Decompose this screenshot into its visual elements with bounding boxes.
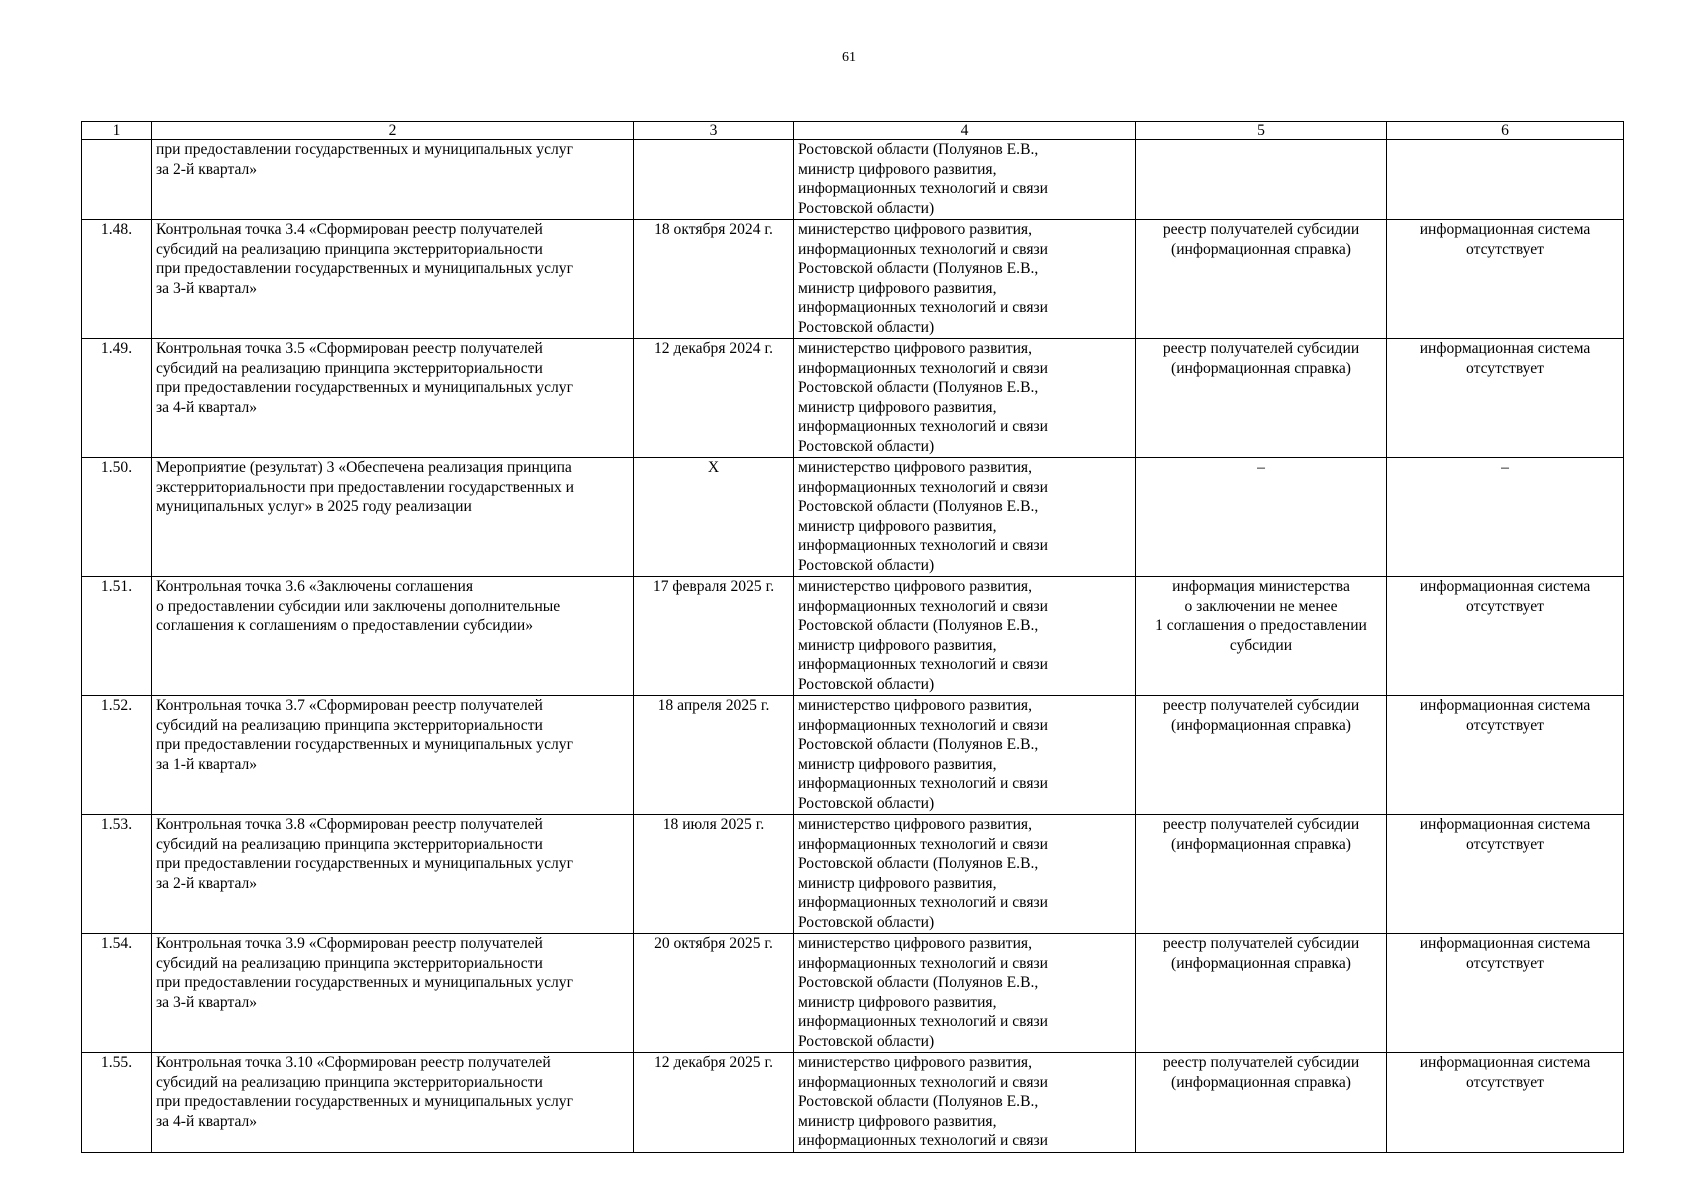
- row-date: 12 декабря 2025 г.: [634, 1053, 794, 1153]
- row-system: информационная система отсутствует: [1387, 696, 1624, 815]
- row-date: 18 октября 2024 г.: [634, 220, 794, 339]
- row-name: Контрольная точка 3.5 «Сформирован реестр получателей субсидий на реализацию принципа экстерриториальности при предоставлении государственных и муниципальных услуг за 4-й квартал»: [152, 339, 634, 458]
- row-name: Контрольная точка 3.10 «Сформирован реестр получателей субсидий на реализацию принципа экстерриториальности при предоставлении государственных и муниципальных услуг за 4-й квартал»: [152, 1053, 634, 1153]
- table-row: [82, 458, 1624, 577]
- row-responsible: министерство цифрового развития, информационных технологий и связи Ростовской области (Полуянов Е.В., министр цифрового развития, информационных технологий и связи: [794, 1053, 1136, 1153]
- row-system: [1387, 140, 1624, 220]
- table-row: [82, 339, 1624, 458]
- row-date: 18 апреля 2025 г.: [634, 696, 794, 815]
- column-header-1: 1: [82, 122, 152, 140]
- row-document: реестр получателей субсидии (информационная справка): [1136, 815, 1387, 934]
- row-name: Контрольная точка 3.8 «Сформирован реестр получателей субсидий на реализацию принципа экстерриториальности при предоставлении государственных и муниципальных услуг за 2-й квартал»: [152, 815, 634, 934]
- row-system: информационная система отсутствует: [1387, 577, 1624, 696]
- control-points-table: [81, 121, 1624, 1153]
- row-responsible: министерство цифрового развития, информационных технологий и связи Ростовской области (Полуянов Е.В., министр цифрового развития, информационных технологий и связи Ростовской области): [794, 577, 1136, 696]
- row-name: при предоставлении государственных и муниципальных услуг за 2-й квартал»: [152, 140, 634, 220]
- row-number: 1.49.: [82, 339, 152, 458]
- column-header-6: 6: [1387, 122, 1624, 140]
- row-date: 20 октября 2025 г.: [634, 934, 794, 1053]
- row-name: Контрольная точка 3.7 «Сформирован реестр получателей субсидий на реализацию принципа экстерриториальности при предоставлении государственных и муниципальных услуг за 1-й квартал»: [152, 696, 634, 815]
- row-number: 1.51.: [82, 577, 152, 696]
- row-responsible: министерство цифрового развития, информационных технологий и связи Ростовской области (Полуянов Е.В., министр цифрового развития, информационных технологий и связи Ростовской области): [794, 934, 1136, 1053]
- row-number: 1.55.: [82, 1053, 152, 1153]
- row-number: 1.53.: [82, 815, 152, 934]
- row-name: Контрольная точка 3.6 «Заключены соглашения о предоставлении субсидии или заключены дополнительные соглашения к соглашениям о предоставлении субсидии»: [152, 577, 634, 696]
- row-system: информационная система отсутствует: [1387, 815, 1624, 934]
- row-number: [82, 140, 152, 220]
- table-row: [82, 934, 1624, 1053]
- row-system: информационная система отсутствует: [1387, 220, 1624, 339]
- row-system: информационная система отсутствует: [1387, 339, 1624, 458]
- row-name: Контрольная точка 3.9 «Сформирован реестр получателей субсидий на реализацию принципа экстерриториальности при предоставлении государственных и муниципальных услуг за 3-й квартал»: [152, 934, 634, 1053]
- table-row: [82, 220, 1624, 339]
- table-row: [82, 577, 1624, 696]
- row-responsible: Ростовской области (Полуянов Е.В., министр цифрового развития, информационных технологий и связи Ростовской области): [794, 140, 1136, 220]
- row-document: [1136, 140, 1387, 220]
- row-date: 12 декабря 2024 г.: [634, 339, 794, 458]
- table-header: [82, 122, 1624, 140]
- row-responsible: министерство цифрового развития, информационных технологий и связи Ростовской области (Полуянов Е.В., министр цифрового развития, информационных технологий и связи Ростовской области): [794, 339, 1136, 458]
- row-document: реестр получателей субсидии (информационная справка): [1136, 1053, 1387, 1153]
- row-document: реестр получателей субсидии (информационная справка): [1136, 934, 1387, 1053]
- column-header-4: 4: [794, 122, 1136, 140]
- row-date: Х: [634, 458, 794, 577]
- row-document: реестр получателей субсидии (информационная справка): [1136, 339, 1387, 458]
- row-name: Мероприятие (результат) 3 «Обеспечена реализация принципа экстерриториальности при предоставлении государственных и муниципальных услуг» в 2025 году реализации: [152, 458, 634, 577]
- row-number: 1.48.: [82, 220, 152, 339]
- column-header-2: 2: [152, 122, 634, 140]
- row-date: 17 февраля 2025 г.: [634, 577, 794, 696]
- row-date: [634, 140, 794, 220]
- row-responsible: министерство цифрового развития, информационных технологий и связи Ростовской области (Полуянов Е.В., министр цифрового развития, информационных технологий и связи Ростовской области): [794, 458, 1136, 577]
- row-document: реестр получателей субсидии (информационная справка): [1136, 696, 1387, 815]
- row-name: Контрольная точка 3.4 «Сформирован реестр получателей субсидий на реализацию принципа экстерриториальности при предоставлении государственных и муниципальных услуг за 3-й квартал»: [152, 220, 634, 339]
- row-document: информация министерства о заключении не менее 1 соглашения о предоставлении субсидии: [1136, 577, 1387, 696]
- row-number: 1.52.: [82, 696, 152, 815]
- header-row: [82, 122, 1624, 140]
- row-document: –: [1136, 458, 1387, 577]
- column-header-3: 3: [634, 122, 794, 140]
- table-row: [82, 815, 1624, 934]
- row-responsible: министерство цифрового развития, информационных технологий и связи Ростовской области (Полуянов Е.В., министр цифрового развития, информационных технологий и связи Ростовской области): [794, 696, 1136, 815]
- row-system: информационная система отсутствует: [1387, 934, 1624, 1053]
- row-responsible: министерство цифрового развития, информационных технологий и связи Ростовской области (Полуянов Е.В., министр цифрового развития, информационных технологий и связи Ростовской области): [794, 220, 1136, 339]
- row-number: 1.50.: [82, 458, 152, 577]
- table-row: [82, 140, 1624, 220]
- row-system: –: [1387, 458, 1624, 577]
- row-document: реестр получателей субсидии (информационная справка): [1136, 220, 1387, 339]
- row-number: 1.54.: [82, 934, 152, 1053]
- row-date: 18 июля 2025 г.: [634, 815, 794, 934]
- table-row: [82, 696, 1624, 815]
- row-system: информационная система отсутствует: [1387, 1053, 1624, 1153]
- table-body: [82, 140, 1624, 1153]
- column-header-5: 5: [1136, 122, 1387, 140]
- row-responsible: министерство цифрового развития, информационных технологий и связи Ростовской области (Полуянов Е.В., министр цифрового развития, информационных технологий и связи Ростовской области): [794, 815, 1136, 934]
- table-row: [82, 1053, 1624, 1153]
- page-number: 61: [842, 50, 856, 65]
